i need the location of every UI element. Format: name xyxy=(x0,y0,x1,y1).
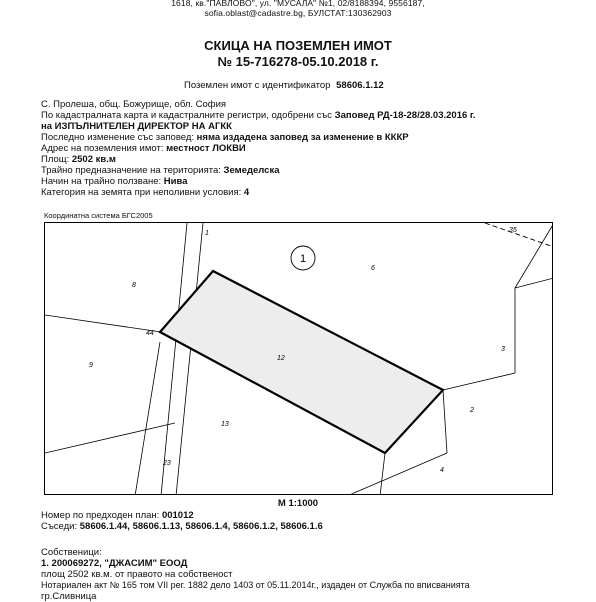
approval-line xyxy=(41,110,476,121)
parcel-label-8: 8 xyxy=(132,282,136,289)
parcel-label-35: 35 xyxy=(509,227,517,234)
owners-label: Собственици: xyxy=(41,547,102,558)
approval-prefix: По кадастралната карта и кадастралните регистри, одобрени със xyxy=(41,110,333,121)
parcel-label-23: 23 xyxy=(163,460,171,467)
address-line xyxy=(41,143,246,154)
neighbours-label: Съседи: xyxy=(41,521,78,532)
document-number: № 15-716278-05.10.2018 г. xyxy=(217,54,379,69)
last-change-label: Последно изменение със заповед: xyxy=(41,132,195,143)
area-label: Площ: xyxy=(41,154,70,165)
document-title: СКИЦА НА ПОЗЕМЛЕН ИМОТ xyxy=(204,38,392,53)
identifier-label: Поземлен имот с идентификатор xyxy=(184,80,331,91)
subject-parcel xyxy=(160,271,443,453)
agency-address-line: 1618, кв."ПАВЛОВО", ул. "МУСАЛА" №1, 02/8188394, 9556187, xyxy=(171,0,425,8)
address-label: Адрес на поземления имот: xyxy=(41,143,164,154)
usage-value: Нива xyxy=(163,176,188,187)
city-line: гр.Сливница xyxy=(41,591,97,602)
purpose-value: Земеделска xyxy=(223,165,280,176)
owner-line: 1. 200069272, "ДЖАСИМ" ЕООД xyxy=(41,558,188,569)
cadastral-map xyxy=(44,222,553,495)
approval-order: Заповед РД-18-28/28.03.2016 г. xyxy=(334,110,476,121)
category-label: Категория на земята при неполивни условия: xyxy=(41,187,242,198)
parcel-label-12: 12 xyxy=(277,355,285,362)
usage-label: Начин на трайно ползване: xyxy=(41,176,162,187)
area-value: 2502 кв.м xyxy=(71,154,116,165)
previous-plan-line xyxy=(41,510,194,521)
address-value: местност ЛОКВИ xyxy=(166,143,246,154)
parcel-label-13: 13 xyxy=(221,421,229,428)
reference-circle-label: 1 xyxy=(299,253,307,265)
identifier-value: 58606.1.12 xyxy=(336,80,384,91)
parcel-label-44: 44 xyxy=(146,330,154,337)
purpose-line xyxy=(41,165,280,176)
dashed-boundary xyxy=(485,223,553,255)
parcel-label-9: 9 xyxy=(89,362,93,369)
parcel-label-6: 6 xyxy=(371,265,375,272)
last-change-value: няма издадена заповед за изменение в КККР xyxy=(196,132,409,143)
purpose-label: Трайно предназначение на територията: xyxy=(41,165,221,176)
previous-plan-value: 001012 xyxy=(161,510,194,521)
map-scale: M 1:1000 xyxy=(277,498,319,509)
identifier-row xyxy=(184,80,384,91)
last-change-line xyxy=(41,132,409,143)
previous-plan-label: Номер по предходен план: xyxy=(41,510,160,521)
category-value: 4 xyxy=(243,187,250,198)
parcel-label-1: 1 xyxy=(205,230,209,237)
neighbours-line xyxy=(41,521,323,532)
agency-contact-line: sofia.oblast@cadastre.bg, БУЛСТАТ:130362903 xyxy=(204,8,392,18)
usage-line xyxy=(41,176,188,187)
parcel-label-3: 3 xyxy=(501,346,505,353)
neighbours-value: 58606.1.44, 58606.1.13, 58606.1.4, 58606.1.2, 58606.1.6 xyxy=(79,521,323,532)
area-line xyxy=(41,154,116,165)
notary-line: Нотариален акт № 165 том VII рег. 1882 дело 1403 от 05.11.2014г., издаден от Служба по вписванията xyxy=(41,580,470,590)
cadastral-map-drawing xyxy=(45,223,553,495)
coordinate-system-label: Координатна система БГС2005 xyxy=(44,211,153,220)
ownership-line: площ 2502 кв.м. от правото на собственост xyxy=(41,569,233,580)
location-line: С. Пролеша, общ. Божурище, обл. София xyxy=(41,99,227,110)
parcel-label-4: 4 xyxy=(440,467,444,474)
approval-authority: на ИЗПЪЛНИТЕЛЕН ДИРЕКТОР НА АГКК xyxy=(41,121,232,132)
category-line xyxy=(41,187,249,198)
parcel-label-2: 2 xyxy=(470,407,474,414)
